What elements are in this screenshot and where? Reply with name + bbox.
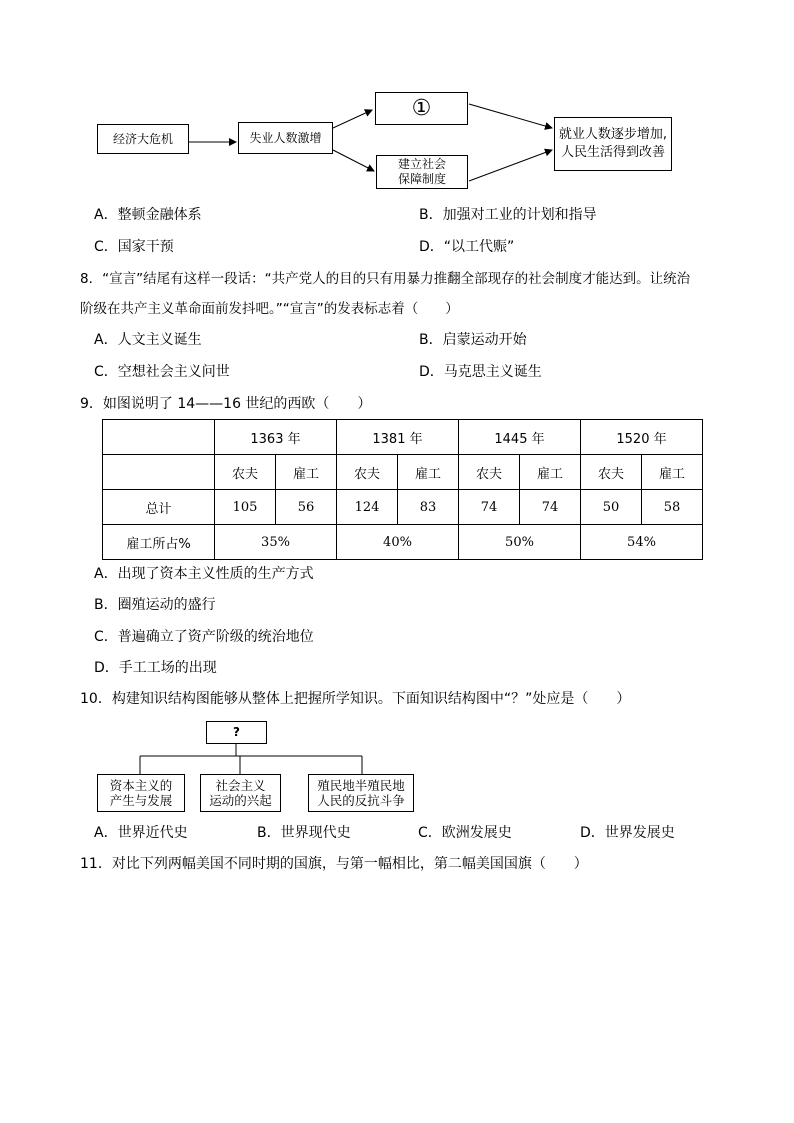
tree-root-box: ? <box>206 721 267 744</box>
year-header: 1520 年 <box>581 420 703 455</box>
flow-box-unemployment: 失业人数激增 <box>238 122 333 154</box>
q7-option-d: D．“以工代赈” <box>419 239 515 255</box>
sub-header-worker: 雇工 <box>520 455 581 490</box>
year-header: 1363 年 <box>215 420 337 455</box>
row-label-percent: 雇工所占% <box>103 525 215 560</box>
flow-box-blank-one: ① <box>375 92 468 125</box>
sub-header-worker: 雇工 <box>398 455 459 490</box>
table-row <box>103 490 703 525</box>
q8-option-a: A．人文主义诞生 <box>94 332 202 348</box>
q9-stem: 9．如图说明了 14——16 世纪的西欧（ ） <box>80 396 372 412</box>
q8-option-d: D．马克思主义诞生 <box>419 364 542 380</box>
q8-option-b: B．启蒙运动开始 <box>419 332 527 348</box>
total-cell: 74 <box>459 490 520 525</box>
tree-child-colonial-struggle: 殖民地半殖民地 人民的反抗斗争 <box>308 774 414 812</box>
total-cell: 124 <box>337 490 398 525</box>
table-row <box>103 455 703 490</box>
flow-box-result: 就业人数逐步增加, 人民生活得到改善 <box>554 117 672 171</box>
percent-cell: 50% <box>459 525 581 560</box>
total-cell: 83 <box>398 490 459 525</box>
q9-option-a: A．出现了资本主义性质的生产方式 <box>94 566 314 582</box>
total-cell: 105 <box>215 490 276 525</box>
q7-option-a: A．整顿金融体系 <box>94 207 202 223</box>
row-label-total: 总计 <box>103 490 215 525</box>
q8-option-c: C．空想社会主义问世 <box>94 364 230 380</box>
q10-stem: 10．构建知识结构图能够从整体上把握所学知识。下面知识结构图中“？”处应是（ ） <box>80 691 631 707</box>
sub-header-farmer: 农夫 <box>581 455 642 490</box>
q8-stem-line1: 8．“宣言”结尾有这样一段话：“共产党人的目的只有用暴力推翻全部现存的社会制度才能达到。让统治 <box>80 271 691 287</box>
percent-cell: 35% <box>215 525 337 560</box>
flow-box-social-security: 建立社会 保障制度 <box>376 155 468 189</box>
q9-option-c: C．普遍确立了资产阶级的统治地位 <box>94 629 314 645</box>
q7-option-b: B．加强对工业的计划和指导 <box>419 207 597 223</box>
table-row <box>103 420 703 455</box>
sub-header-worker: 雇工 <box>642 455 703 490</box>
sub-header-farmer: 农夫 <box>459 455 520 490</box>
total-cell: 74 <box>520 490 581 525</box>
sub-header-worker: 雇工 <box>276 455 337 490</box>
sub-header-farmer: 农夫 <box>337 455 398 490</box>
year-header: 1445 年 <box>459 420 581 455</box>
total-cell: 56 <box>276 490 337 525</box>
table-row <box>103 525 703 560</box>
q8-stem-line2: 阶级在共产主义革命面前发抖吧。”“宣言”的发表标志着（ ） <box>80 301 459 317</box>
total-cell: 50 <box>581 490 642 525</box>
q10-option-c: C．欧洲发展史 <box>418 825 512 841</box>
q9-option-d: D．手工工场的出现 <box>94 660 217 676</box>
tree-child-capitalism: 资本主义的 产生与发展 <box>97 774 185 812</box>
q7-option-c: C．国家干预 <box>94 239 174 255</box>
total-cell: 58 <box>642 490 703 525</box>
tree-child-socialism: 社会主义 运动的兴起 <box>200 774 281 812</box>
table-blank-cell <box>103 455 215 490</box>
q11-stem: 11．对比下列两幅美国不同时期的国旗，与第一幅相比，第二幅美国国旗（ ） <box>80 856 588 872</box>
percent-cell: 40% <box>337 525 459 560</box>
q10-option-d: D．世界发展史 <box>580 825 675 841</box>
sub-header-farmer: 农夫 <box>215 455 276 490</box>
q9-data-table <box>102 419 703 560</box>
q10-option-b: B．世界现代史 <box>257 825 351 841</box>
year-header: 1381 年 <box>337 420 459 455</box>
flow-box-economic-crisis: 经济大危机 <box>97 124 189 154</box>
percent-cell: 54% <box>581 525 703 560</box>
q9-option-b: B．圈殖运动的盛行 <box>94 597 216 613</box>
q10-option-a: A．世界近代史 <box>94 825 188 841</box>
table-corner-cell <box>103 420 215 455</box>
